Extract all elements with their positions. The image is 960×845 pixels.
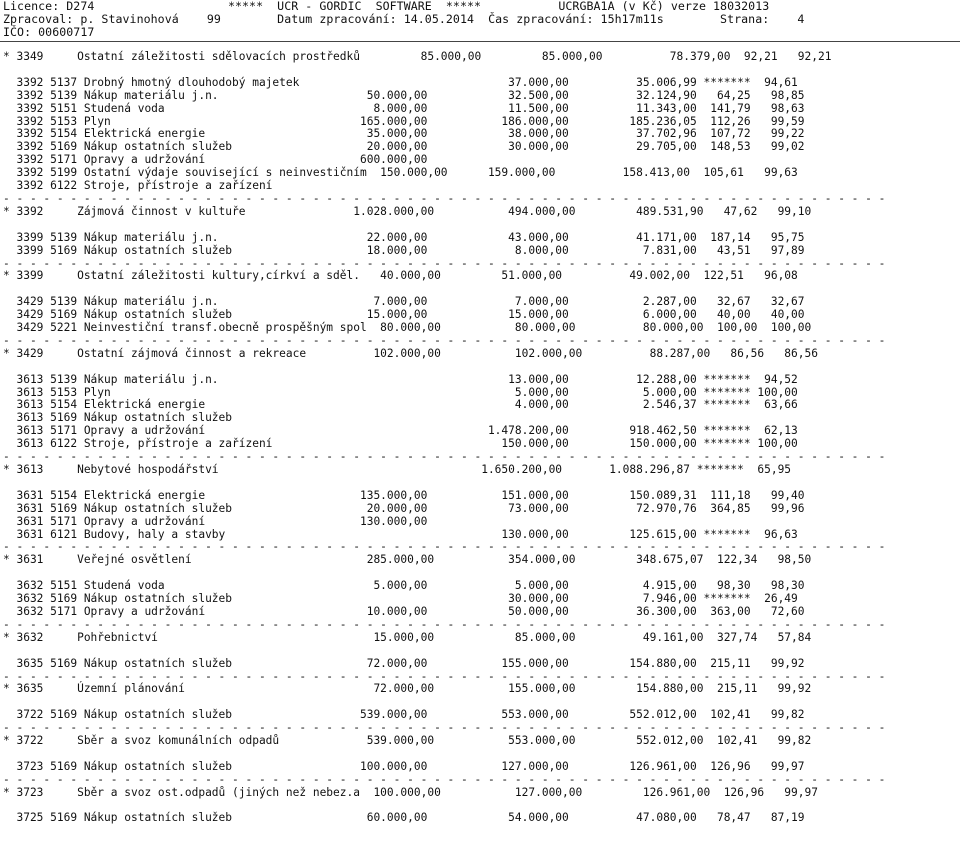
item-row: 3392 5137 Drobný hmotný dlouhodobý majetek 37.000,00 35.006,99 ******* 94,61	[3, 75, 798, 89]
item-row: 3392 6122 Stroje, přístroje a zařízení	[3, 179, 273, 193]
blank-line	[3, 361, 885, 374]
blank-line	[3, 219, 885, 232]
header-line-3: IČO: 00600717	[3, 24, 95, 39]
item-row: 3613 5153 Plyn 5.000,00 5.000,00 ******* 100,00	[3, 385, 798, 399]
item-row: 3613 6122 Stroje, přístroje a zařízení 150.000,00 150.000,00 ******* 100,00	[3, 437, 798, 451]
item-row: 3632 5171 Opravy a udržování 10.000,00 50.000,00 36.300,00 363,00 72,60	[3, 604, 805, 618]
blank-line	[3, 64, 885, 77]
item-row: 3722 5169 Nákup ostatních služeb 539.000,00 553.000,00 552.012,00 102,41 99,82	[3, 708, 805, 722]
item-row: 3392 5139 Nákup materiálu j.n. 50.000,00 32.500,00 32.124,90 64,25 98,85	[3, 88, 805, 102]
item-row: 3399 5139 Nákup materiálu j.n. 22.000,00 43.000,00 41.171,00 187,14 95,75	[3, 230, 805, 244]
report-body	[3, 51, 885, 825]
item-row: 3392 5154 Elektrická energie 35.000,00 38.000,00 37.702,96 107,72 99,22	[3, 127, 805, 141]
dashed-separator: - - - - - - - - - - - - - - - - - - - - - - - - - - - - - - - - - - - - - - - - - - - - - - - - - - - - - - - - - - - - - - - - - -	[3, 670, 886, 683]
subtotal-row: * 3632 Pohřebnictví 15.000,00 85.000,00 49.161,00 327,74 57,84	[3, 630, 812, 644]
dashed-separator: - - - - - - - - - - - - - - - - - - - - - - - - - - - - - - - - - - - - - - - - - - - - - - - - - - - - - - - - - - - - - - - - - -	[3, 541, 886, 554]
subtotal-row: * 3613 Nebytové hospodářství 1.650.200,00 1.088.296,87 ******* 65,95	[3, 463, 792, 476]
subtotal-row: * 3631 Veřejné osvětlení 285.000,00 354.000,00 348.675,07 122,34 98,50	[3, 553, 812, 567]
item-row: 3613 5169 Nákup ostatních služeb	[3, 411, 233, 425]
item-row: 3392 5169 Nákup ostatních služeb 20.000,00 30.000,00 29.705,00 148,53 99,02	[3, 140, 805, 154]
subtotal-row: * 3349 Ostatní záležitosti sdělovacích prostředků 85.000,00 85.000,00 78.379,00 92,21 92,21	[3, 50, 832, 63]
blank-line	[3, 645, 885, 658]
item-row: 3613 5139 Nákup materiálu j.n. 13.000,00 12.288,00 ******* 94,52	[3, 372, 798, 386]
blank-line	[3, 748, 885, 761]
subtotal-row: * 3723 Sběr a svoz ost.odpadů (jiných než nebez.a 100.000,00 127.000,00 126.961,00 126,96 99,97	[3, 785, 818, 799]
dashed-separator: - - - - - - - - - - - - - - - - - - - - - - - - - - - - - - - - - - - - - - - - - - - - - - - - - - - - - - - - - - - - - - - - - -	[3, 192, 886, 205]
item-row: 3632 5169 Nákup ostatních služeb 30.000,00 7.946,00 ******* 26,49	[3, 592, 798, 606]
item-row: 3429 5169 Nákup ostatních služeb 15.000,00 15.000,00 6.000,00 40,00 40,00	[3, 308, 805, 322]
item-row: 3632 5151 Studená voda 5.000,00 5.000,00 4.915,00 98,30 98,30	[3, 579, 805, 593]
item-row: 3392 5153 Plyn 165.000,00 186.000,00 185.236,05 112,26 99,59	[3, 114, 805, 128]
dashed-separator: - - - - - - - - - - - - - - - - - - - - - - - - - - - - - - - - - - - - - - - - - - - - - - - - - - - - - - - - - - - - - - - - - -	[3, 773, 886, 786]
item-row: 3392 5151 Studená voda 8.000,00 11.500,00 11.343,00 141,79 98,63	[3, 101, 805, 115]
subtotal-row: * 3722 Sběr a svoz komunálních odpadů 539.000,00 553.000,00 552.012,00 102,41 99,82	[3, 734, 812, 748]
dashed-separator: - - - - - - - - - - - - - - - - - - - - - - - - - - - - - - - - - - - - - - - - - - - - - - - - - - - - - - - - - - - - - - - - - -	[3, 334, 886, 347]
subtotal-row: * 3635 Územní plánování 72.000,00 155.000,00 154.880,00 215,11 99,92	[3, 682, 812, 696]
item-row: 3392 5199 Ostatní výdaje související s neinvestičním 150.000,00 159.000,00 158.413,00 105,61 99,63	[3, 166, 798, 180]
header-rule	[0, 41, 960, 42]
dashed-separator: - - - - - - - - - - - - - - - - - - - - - - - - - - - - - - - - - - - - - - - - - - - - - - - - - - - - - - - - - - - - - - - - - -	[3, 618, 886, 631]
item-row: 3725 5169 Nákup ostatních služeb 60.000,00 54.000,00 47.080,00 78,47 87,19	[3, 811, 805, 825]
item-row: 3631 6121 Budovy, haly a stavby 130.000,00 125.615,00 ******* 96,63	[3, 527, 798, 541]
item-row: 3635 5169 Nákup ostatních služeb 72.000,00 155.000,00 154.880,00 215,11 99,92	[3, 656, 805, 670]
subtotal-row: * 3429 Ostatní zájmová činnost a rekreace 102.000,00 102.000,00 88.287,00 86,56 86,56	[3, 346, 818, 360]
item-row: 3429 5139 Nákup materiálu j.n. 7.000,00 7.000,00 2.287,00 32,67 32,67	[3, 295, 805, 309]
report-header	[3, 0, 804, 39]
subtotal-row: * 3392 Zájmová činnost v kultuře 1.028.000,00 494.000,00 489.531,90 47,62 99,10	[3, 204, 812, 218]
blank-line	[3, 477, 885, 490]
header-line-1: Licence: D274 ***** UCR - GORDIC SOFTWARE ***** UCRGBA1A (v Kč) verze 18032013	[3, 0, 770, 13]
item-row: 3723 5169 Nákup ostatních služeb 100.000,00 127.000,00 126.961,00 126,96 99,97	[3, 759, 805, 773]
dashed-separator: - - - - - - - - - - - - - - - - - - - - - - - - - - - - - - - - - - - - - - - - - - - - - - - - - - - - - - - - - - - - - - - - - -	[3, 257, 886, 270]
item-row: 3631 5154 Elektrická energie 135.000,00 151.000,00 150.089,31 111,18 99,40	[3, 488, 805, 502]
item-row: 3613 5154 Elektrická energie 4.000,00 2.546,37 ******* 63,66	[3, 398, 798, 412]
item-row: 3631 5169 Nákup ostatních služeb 20.000,00 73.000,00 72.970,76 364,85 99,96	[3, 501, 805, 515]
header-line-2: Zpracoval: p. Stavinohová 99 Datum zpracování: 14.05.2014 Čas zpracování: 15h17m11s Strana: 4	[3, 11, 805, 26]
item-row: 3429 5221 Neinvestiční transf.obecně prospěšným spol 80.000,00 80.000,00 80.000,00 100,00 100,00	[3, 321, 812, 335]
dashed-separator: - - - - - - - - - - - - - - - - - - - - - - - - - - - - - - - - - - - - - - - - - - - - - - - - - - - - - - - - - - - - - - - - - -	[3, 451, 886, 464]
subtotal-row: * 3399 Ostatní záležitosti kultury,církví a sděl. 40.000,00 51.000,00 49.002,00 122,51 96,08	[3, 269, 798, 283]
item-row: 3399 5169 Nákup ostatních služeb 18.000,00 8.000,00 7.831,00 43,51 97,89	[3, 243, 805, 257]
dashed-separator: - - - - - - - - - - - - - - - - - - - - - - - - - - - - - - - - - - - - - - - - - - - - - - - - - - - - - - - - - - - - - - - - - -	[3, 722, 886, 735]
item-row: 3631 5171 Opravy a udržování 130.000,00	[3, 514, 428, 528]
item-row: 3613 5171 Opravy a udržování 1.478.200,00 918.462,50 ******* 62,13	[3, 424, 798, 438]
item-row: 3392 5171 Opravy a udržování 600.000,00	[3, 153, 428, 167]
